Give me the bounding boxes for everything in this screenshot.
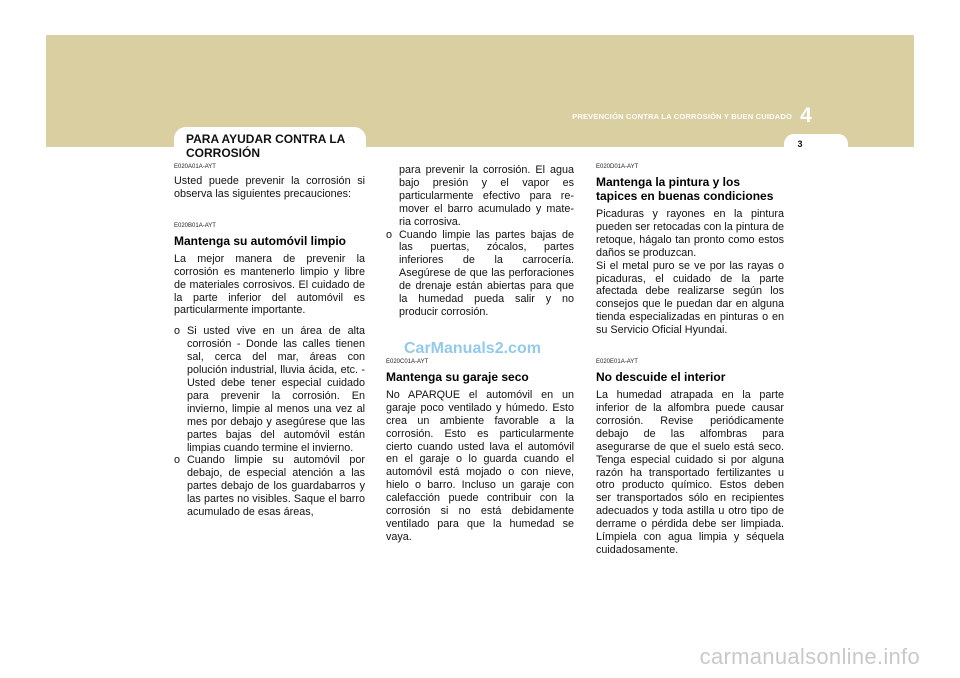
body-text: Si el metal puro se ve por las rayas o picaduras, el cuidado de la parte afectada debe realizarse según los consejos que le puedan dar en alguna tienda especializadas en pinturas o en su Servicio Oficial Hyundai. (596, 259, 784, 337)
body-text: Picaduras y rayones en la pintura pueden ser retocadas con la pintura de retoque, hágalo tan pronto como estos daños se produzcan. (596, 208, 784, 259)
section-heading: No descuide el interior (596, 370, 726, 385)
section-code: E020E01A-AYT (596, 359, 638, 366)
list-item: o Cuando limpie las partes bajas de las puertas, zócalos, partes inferiores de la carrocería. Asegúrese de que las perforaciones de drenaje están abiertas para que la humedad pueda salir y no producir corrosión. (386, 228, 574, 318)
column-1 (174, 164, 365, 519)
section-code: E020A01A-AYT (174, 164, 216, 170)
chapter-title: PREVENCIÓN CONTRA LA CORROSIÓN Y BUEN CUIDADO (572, 112, 792, 121)
section-code: E020C01A-AYT (386, 358, 429, 365)
continued-text: para prevenir la corrosión. El agua bajo presión y el vapor es particularmente efectivo para re- mover el barro acumulado y mate- ria corrosiva. (399, 164, 574, 228)
body-text: No APARQUE el automóvil en un garaje poco ventilado y húmedo. Esto crea un ambiente favorable a la corrosión. Esto es particularmente cierto cuando usted lava el automóvil en el garaje o lo guarda cuando el automóvil está mojado o con nieve, hielo o barro. Incluso un garaje con calefacción puede contribuir con la corrosión si no está debidamente ventilado para que la humedad se vaya. (386, 388, 574, 543)
column-3 (596, 164, 784, 557)
list-item: o Si usted vive en un área de alta corrosión - Donde las calles tienen sal, cerca del mar, áreas con polución industrial, lluvia ácida, etc. - Usted debe tener especial cuidado para prevenir la corrosión. En invierno, limpie al menos una vez al mes por debajo y asegúrese que las partes bajas del automóvil están limpias cuando termine el invierno. (174, 325, 365, 454)
section-code: E020B01A-AYT (174, 222, 216, 229)
precaution-list (386, 229, 574, 319)
watermark-carmanuals2: CarManuals2.com (404, 340, 541, 357)
chapter-number: 4 (800, 104, 812, 127)
section-code: E020D01A-AYT (596, 164, 639, 170)
page-number: 3 (797, 139, 803, 149)
watermark-footer: carmanualsonline.info (699, 644, 920, 669)
section-title: PARA AYUDAR CONTRA LA CORROSIÓN (186, 132, 345, 160)
intro-text: Usted puede prevenir la corrosión si observa las siguientes precauciones: (174, 175, 365, 200)
body-text: La humedad atrapada en la parte inferior de la alfombra puede causar corrosión. Revise periódicamente debajo de las alfombras para asegurarse de que el suelo está seco. Tenga especial cuidado si por alguna razón ha transportado fertilizantes u otro producto químico. Estos deben ser transportados sólo en recipientes adecuados y toda astilla u otro tipo de derrame o pérdida debe ser limpiada. Límpiela con agua limpia y séquela cuidadosamente. (596, 389, 784, 556)
section-heading: Mantenga la pintura y los tapices en buenas condiciones (596, 175, 774, 203)
list-item: o Cuando limpie su automóvil por debajo, de especial atención a las partes debajo de los guardabarros y las partes no visibles. Saque el barro acumulado de esas áreas, (174, 454, 365, 519)
section-heading: Mantenga su garaje seco (386, 369, 529, 384)
section-heading: Mantenga su automóvil limpio (174, 233, 347, 248)
precaution-list (174, 325, 365, 519)
body-text: La mejor manera de prevenir la corrosión es mantenerlo limpio y libre de materiales corrosivos. El cuidado de la parte inferior del automóvil es particularmente importante. (174, 252, 365, 317)
